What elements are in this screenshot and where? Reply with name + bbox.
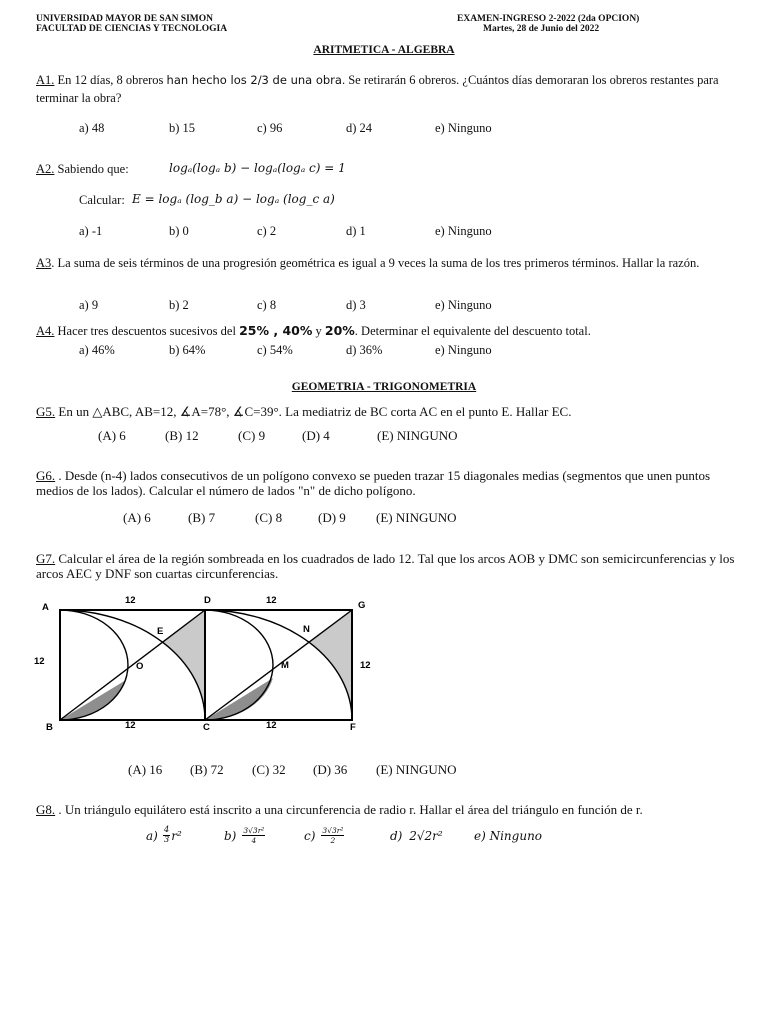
- question-a4: A4. Hacer tres descuentos sucesivos del 25% , 40% y 20%. Determinar el equivalente del descuento total.: [36, 323, 591, 338]
- option-d[interactable]: d) 1: [346, 224, 366, 238]
- section-title-arithmetic-algebra: ARITMETICA - ALGEBRA: [313, 44, 455, 56]
- option-d[interactable]: d) 36%: [346, 343, 383, 357]
- option-c[interactable]: c) 8: [257, 298, 277, 312]
- point-b-label: B: [46, 722, 53, 733]
- option-c[interactable]: (C) 8: [255, 510, 283, 525]
- side-length-label: 12: [125, 595, 136, 606]
- question-g6: G6. . Desde (n-4) lados consecutivos de un polígono convexo se pueden trazar 15 diagonales medias (segmentos que unen puntos medios de los lados). Calcular el número de lados "n" de dicho polígono.: [36, 468, 711, 498]
- option-a[interactable]: a) 4 3 r²: [146, 825, 182, 845]
- calc-expression: E = logₐ (log_b a) − logₐ (log_c a): [132, 192, 335, 206]
- option-e[interactable]: (E) NINGUNO: [376, 762, 457, 777]
- point-f-label: F: [350, 722, 356, 733]
- option-c[interactable]: (C) 9: [238, 428, 266, 443]
- option-b[interactable]: b) 15: [169, 121, 196, 135]
- option-d[interactable]: (D) 36: [313, 762, 348, 777]
- question-number: A1.: [36, 73, 55, 87]
- option-b[interactable]: (B) 7: [188, 510, 216, 525]
- question-a1: A1. En 12 días, 8 obreros han hecho los 2/3 de una obra. Se retirarán 6 obreros. ¿Cuántos días demoraran los obreros restantes para terminar la obra?: [36, 73, 719, 105]
- option-b[interactable]: (B) 12: [165, 428, 199, 443]
- section-title-geometry-trigonometry: GEOMETRIA - TRIGONOMETRIA: [291, 381, 477, 393]
- option-a[interactable]: a) 9: [79, 298, 99, 312]
- option-c[interactable]: c) 2: [257, 224, 277, 238]
- option-d[interactable]: d) 2√2r²: [390, 829, 443, 843]
- point-e-label: E: [157, 626, 164, 637]
- shaded-squares-figure: [30, 590, 380, 740]
- point-n-label: N: [303, 624, 310, 635]
- option-a[interactable]: (A) 6: [98, 428, 126, 443]
- option-a[interactable]: (A) 16: [128, 762, 163, 777]
- option-e[interactable]: e) Ninguno: [435, 343, 492, 357]
- option-a[interactable]: a) 46%: [79, 343, 115, 357]
- option-b[interactable]: b) 2: [169, 298, 189, 312]
- option-d[interactable]: (D) 9: [318, 510, 346, 525]
- point-m-label: M: [281, 660, 289, 671]
- side-length-label: 12: [266, 595, 277, 606]
- option-e[interactable]: e) Ninguno: [435, 121, 492, 135]
- question-number: G8.: [36, 802, 56, 817]
- question-number: A2.: [36, 162, 55, 176]
- option-d[interactable]: (D) 4: [302, 428, 330, 443]
- side-length-label: 12: [125, 720, 136, 731]
- question-g8: G8. . Un triángulo equilátero está inscrito a una circunferencia de radio r. Hallar el área del triángulo en función de r.: [36, 802, 643, 817]
- option-b[interactable]: b) 3√3r² 4: [224, 826, 265, 845]
- option-e[interactable]: (E) NINGUNO: [376, 510, 457, 525]
- question-number: A4.: [36, 324, 55, 338]
- point-o-label: O: [136, 661, 144, 672]
- option-c[interactable]: c) 96: [257, 121, 283, 135]
- point-g-label: G: [358, 600, 366, 611]
- option-c[interactable]: (C) 32: [252, 762, 286, 777]
- point-d-label: D: [204, 595, 211, 606]
- university-name: UNIVERSIDAD MAYOR DE SAN SIMON: [36, 14, 214, 24]
- calc-label: Calcular:: [79, 193, 125, 207]
- exam-date: Martes, 28 de Junio del 2022: [483, 24, 600, 34]
- option-b[interactable]: b) 0: [169, 224, 189, 238]
- option-c[interactable]: c) 3√3r² 2: [304, 826, 344, 845]
- option-e[interactable]: (E) NINGUNO: [377, 428, 458, 443]
- side-length-label: 12: [360, 660, 371, 671]
- question-g5: G5. En un △ABC, AB=12, ∡A=78°, ∡C=39°. La mediatriz de BC corta AC en el punto E. Hallar EC.: [36, 404, 572, 419]
- side-length-label: 12: [34, 656, 45, 667]
- option-b[interactable]: b) 64%: [169, 343, 206, 357]
- question-a2: A2. Sabiendo que:: [36, 162, 129, 176]
- exam-title: EXAMEN-INGRESO 2-2022 (2da OPCION): [457, 14, 640, 24]
- option-d[interactable]: d) 3: [346, 298, 366, 312]
- question-number: G6.: [36, 468, 56, 483]
- point-a-label: A: [42, 602, 49, 613]
- given-equation: logₐ(logₐ b) − logₐ(logₐ c) = 1: [169, 161, 346, 175]
- option-b[interactable]: (B) 72: [190, 762, 224, 777]
- option-e[interactable]: e) Ninguno: [435, 224, 492, 238]
- option-a[interactable]: a) 48: [79, 121, 105, 135]
- option-e[interactable]: e) Ninguno: [435, 298, 492, 312]
- option-c[interactable]: c) 54%: [257, 343, 293, 357]
- question-number: G7.: [36, 551, 56, 566]
- option-e[interactable]: e) Ninguno: [474, 829, 543, 843]
- option-d[interactable]: d) 24: [346, 121, 373, 135]
- question-a3: A3. La suma de seis términos de una progresión geométrica es igual a 9 veces la suma de los tres primeros términos. Hallar la razón.: [36, 256, 700, 270]
- faculty-name: FACULTAD DE CIENCIAS Y TECNOLOGIA: [36, 24, 228, 34]
- option-a[interactable]: (A) 6: [123, 510, 151, 525]
- question-g7: G7. Calcular el área de la región sombreada en los cuadrados de lado 12. Tal que los arcos AOB y DMC son semicircunferencias y los arcos AEC y DNF son cuartas circunferencias.: [36, 551, 735, 581]
- question-number: A3: [36, 256, 52, 270]
- point-c-label: C: [203, 722, 210, 733]
- question-number: G5.: [36, 404, 56, 419]
- option-a[interactable]: a) -1: [79, 224, 103, 238]
- side-length-label: 12: [266, 720, 277, 731]
